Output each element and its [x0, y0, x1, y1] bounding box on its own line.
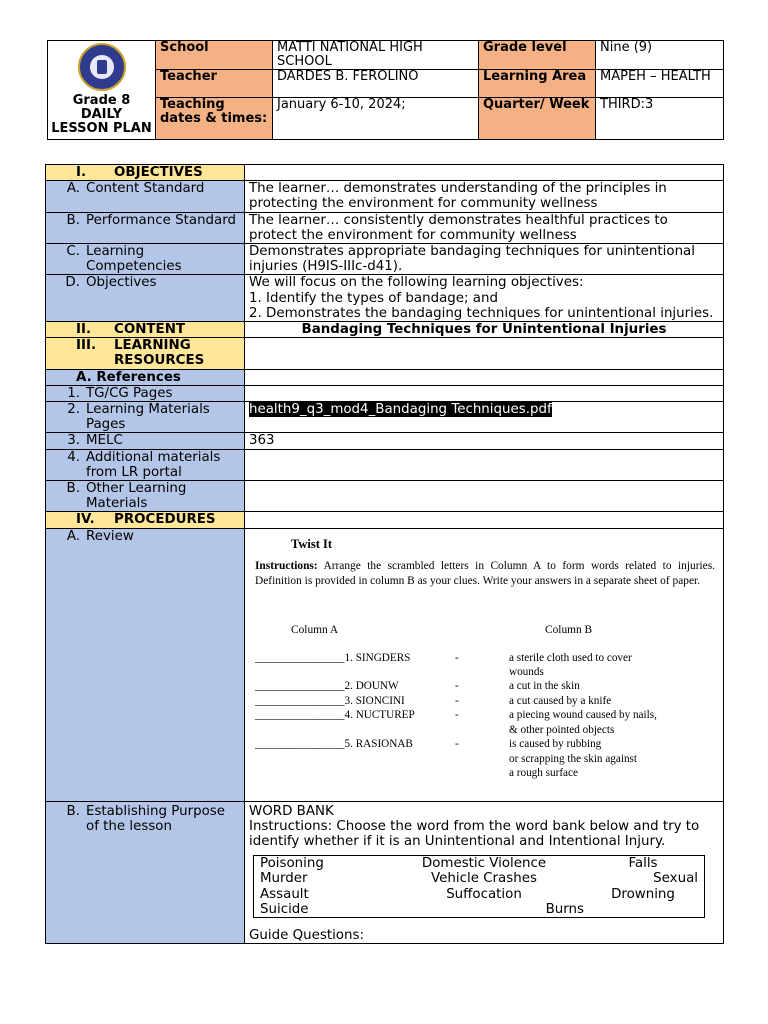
area-value: MAPEH – HEALTH	[596, 70, 724, 98]
establishing-label: B. Establishing Purpose of the lesson	[46, 801, 245, 944]
lesson-plan-table	[45, 164, 724, 944]
list-item-cont: wounds	[509, 666, 544, 679]
procedures-heading: IV. PROCEDURES	[46, 512, 245, 528]
word-bank-title: WORD BANK	[249, 803, 334, 819]
objectives-value: We will focus on the following learning objectives: 1. Identify the types of bandage; and 2. Demonstrates the bandaging techniques for unintentional injuries.	[245, 275, 724, 322]
column-a-header: Column A	[291, 623, 339, 636]
column-b-header: Column B	[545, 623, 593, 636]
establishing-value	[245, 801, 724, 944]
review-label: A. Review	[46, 528, 245, 801]
school-label: School	[156, 41, 273, 70]
plan-label: Grade 8 DAILY LESSON PLAN	[51, 93, 152, 136]
tg-value	[245, 385, 724, 401]
melc-label: 3. MELC	[46, 433, 245, 449]
list-item: ________________5. RASIONAB - is caused by rubbing	[255, 738, 602, 751]
other-label: B. Other Learning Materials	[46, 481, 245, 512]
teacher-value: DARDES B. FEROLINO	[273, 70, 479, 98]
list-item: ________________3. SIONCINI - a cut caused by a knife	[255, 694, 612, 707]
content-standard-value: The learner… demonstrates understanding of the principles in protecting the environment for community wellness	[245, 181, 724, 212]
content-standard-label: A. Content Standard	[46, 181, 245, 212]
scrambled-list	[255, 651, 715, 781]
content-value: Bandaging Techniques for Unintentional Injuries	[245, 322, 724, 338]
deped-seal-icon	[78, 43, 126, 91]
teacher-label: Teacher	[156, 70, 273, 98]
list-item-cont: & other pointed objects	[509, 723, 615, 736]
content-heading: II. CONTENT	[46, 322, 245, 338]
word-bank-box	[253, 855, 705, 918]
dates-value: January 6-10, 2024;	[273, 98, 479, 140]
list-item: ________________4. NUCTUREP - a piecing wound caused by nails,	[255, 709, 657, 722]
list-item: ________________2. DOUNW - a cut in the skin	[255, 680, 580, 693]
lm-label: 2. Learning Materials Pages	[46, 402, 245, 433]
word-bank-row: Assault Suffocation Drowning	[260, 886, 675, 902]
competencies-value: Demonstrates appropriate bandaging techniques for unintentional injuries (H9IS-IIIc-d41).	[245, 244, 724, 275]
performance-standard-label: B. Performance Standard	[46, 212, 245, 243]
list-item-cont: or scrapping the skin against	[509, 752, 638, 765]
additional-value	[245, 449, 724, 480]
word-bank-row: Suicide Burns	[260, 901, 584, 917]
resources-heading: III. LEARNING RESOURCES	[46, 338, 245, 369]
header-table	[47, 40, 724, 140]
lm-value	[245, 402, 724, 433]
review-activity	[245, 528, 724, 801]
melc-value: 363	[245, 433, 724, 449]
quarter-value: THIRD:3	[596, 98, 724, 140]
logo-cell	[48, 41, 156, 140]
objectives-label: D. Objectives	[46, 275, 245, 322]
performance-standard-value: The learner… consistently demonstrates healthful practices to protect the environment for community wellness	[245, 212, 724, 243]
word-bank-row: Murder Vehicle Crashes Sexual	[260, 871, 698, 887]
tg-label: 1. TG/CG Pages	[46, 385, 245, 401]
other-value	[245, 481, 724, 512]
word-bank-row: Poisoning Domestic Violence Falls	[260, 856, 658, 872]
competencies-label: C. Learning Competencies	[46, 244, 245, 275]
grade-value: Nine (9)	[596, 41, 724, 70]
activity-title: Twist It	[291, 536, 333, 551]
references-label: A. References	[46, 369, 245, 385]
dates-label: Teaching dates & times:	[156, 98, 273, 140]
activity-instructions: Instructions: Arrange the scrambled letters in Column A to form words related to injuries. Definition is provided in column B as your clues. Write your answers in a separate sheet of paper.	[255, 559, 715, 587]
objectives-heading: I. OBJECTIVES	[46, 165, 245, 181]
lm-file-link[interactable]: health9_q3_mod4_Bandaging Techniques.pdf	[249, 402, 552, 418]
quarter-label: Quarter/ Week	[479, 98, 596, 140]
school-value: MATTI NATIONAL HIGH SCHOOL	[273, 41, 479, 70]
word-bank-instructions: Instructions: Choose the word from the word bank below and try to identify whether if it is an Unintentional and Intentional Injury.	[249, 818, 700, 850]
area-label: Learning Area	[479, 70, 596, 98]
guide-questions: Guide Questions:	[249, 928, 364, 944]
additional-label: 4. Additional materials from LR portal	[46, 449, 245, 480]
list-item: ________________1. SINGDERS - a sterile cloth used to cover	[255, 651, 632, 664]
grade-label: Grade level	[479, 41, 596, 70]
list-item-cont: a rough surface	[509, 766, 578, 779]
